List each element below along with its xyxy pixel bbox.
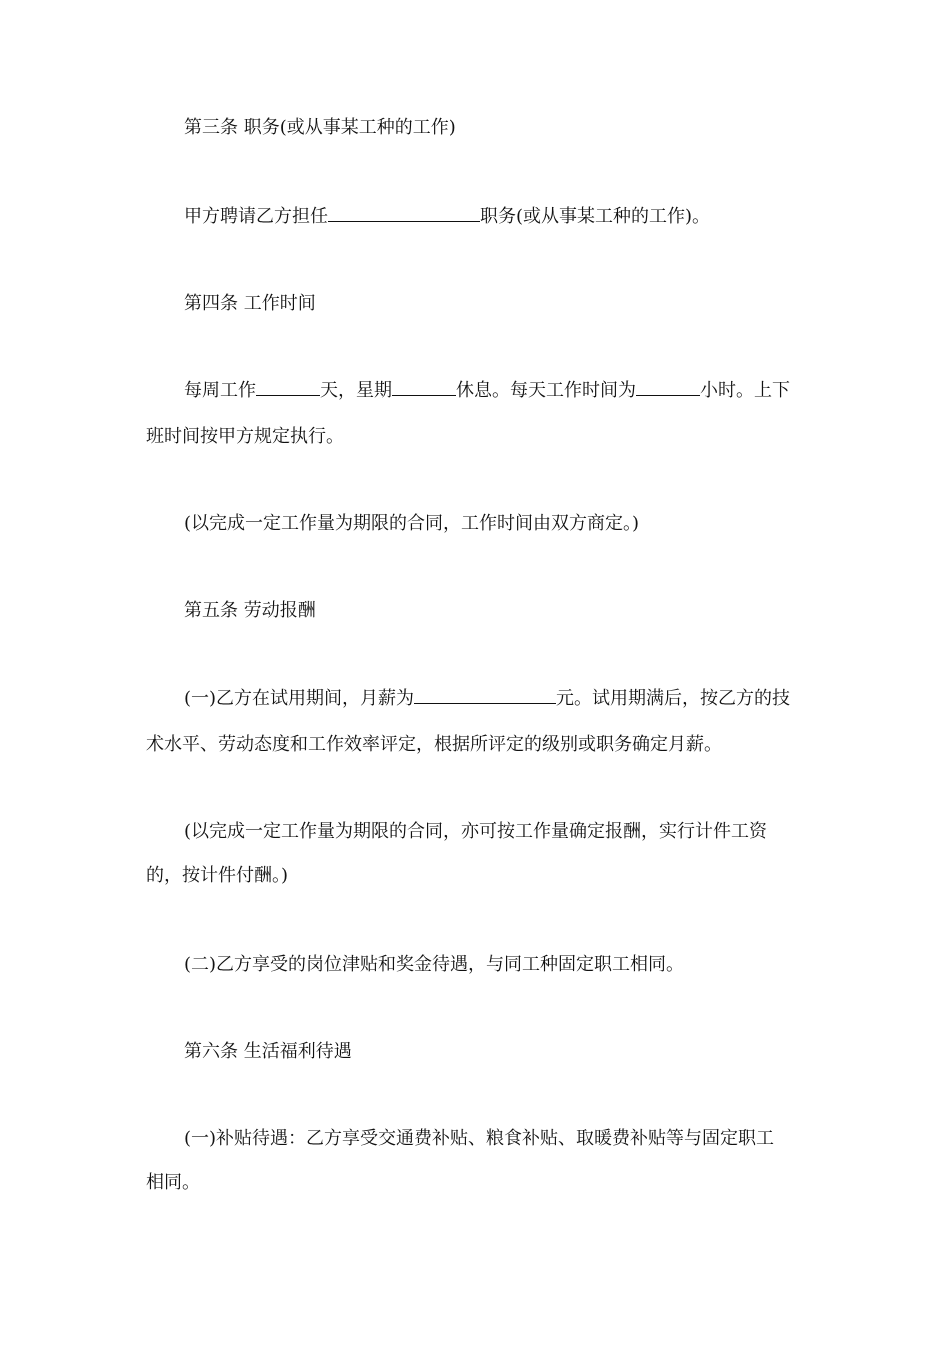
rest-day-blank[interactable] [392,379,456,396]
article-4-text-1: 每周工作 [184,380,256,401]
article-4-text-3: 休息。每天工作时间为 [456,380,636,401]
article-6-item-1-line-1: (一)补贴待遇：乙方享受交通费补贴、粮食补贴、取暖费补贴等与固定职工 [184,1128,775,1149]
article-3-body-text-after: 职务(或从事某工种的工作)。 [480,206,711,227]
trial-salary-blank[interactable] [414,687,556,704]
article-5-item-1-text-before: (一)乙方在试用期间，月薪为 [184,688,415,709]
article-6-item-1-line-2: 相同。 [146,1172,200,1193]
article-4-note: (以完成一定工作量为期限的合同，工作时间由双方商定。) [184,513,640,534]
article-4-heading: 第四条 工作时间 [184,293,316,314]
workdays-blank[interactable] [256,379,320,396]
article-5-note-line-1: (以完成一定工作量为期限的合同，亦可按工作量确定报酬，实行计件工资 [184,821,768,842]
article-4-body-line-1 [184,379,806,403]
article-5-item-1-line-2: 术水平、劳动态度和工作效率评定，根据所评定的级别或职务确定月薪。 [146,734,722,755]
article-4-text-4: 小时。上下 [700,380,790,401]
article-3-body-text-before: 甲方聘请乙方担任 [184,206,328,227]
article-3-body [184,205,806,229]
daily-hours-blank[interactable] [636,379,700,396]
article-5-item-2: (二)乙方享受的岗位津贴和奖金待遇，与同工种固定职工相同。 [184,954,685,975]
article-5-note-line-2: 的，按计件付酬。) [146,865,289,886]
article-6-heading: 第六条 生活福利待遇 [184,1041,352,1062]
position-blank[interactable] [328,205,480,222]
article-3-heading: 第三条 职务(或从事某工种的工作) [184,117,456,138]
article-4-text-2: 天，星期 [320,380,392,401]
article-5-heading: 第五条 劳动报酬 [184,600,316,621]
article-5-item-1-text-after: 元。试用期满后，按乙方的技 [556,688,791,709]
article-4-body-line-2: 班时间按甲方规定执行。 [146,426,344,447]
article-5-item-1-line-1 [184,687,806,711]
